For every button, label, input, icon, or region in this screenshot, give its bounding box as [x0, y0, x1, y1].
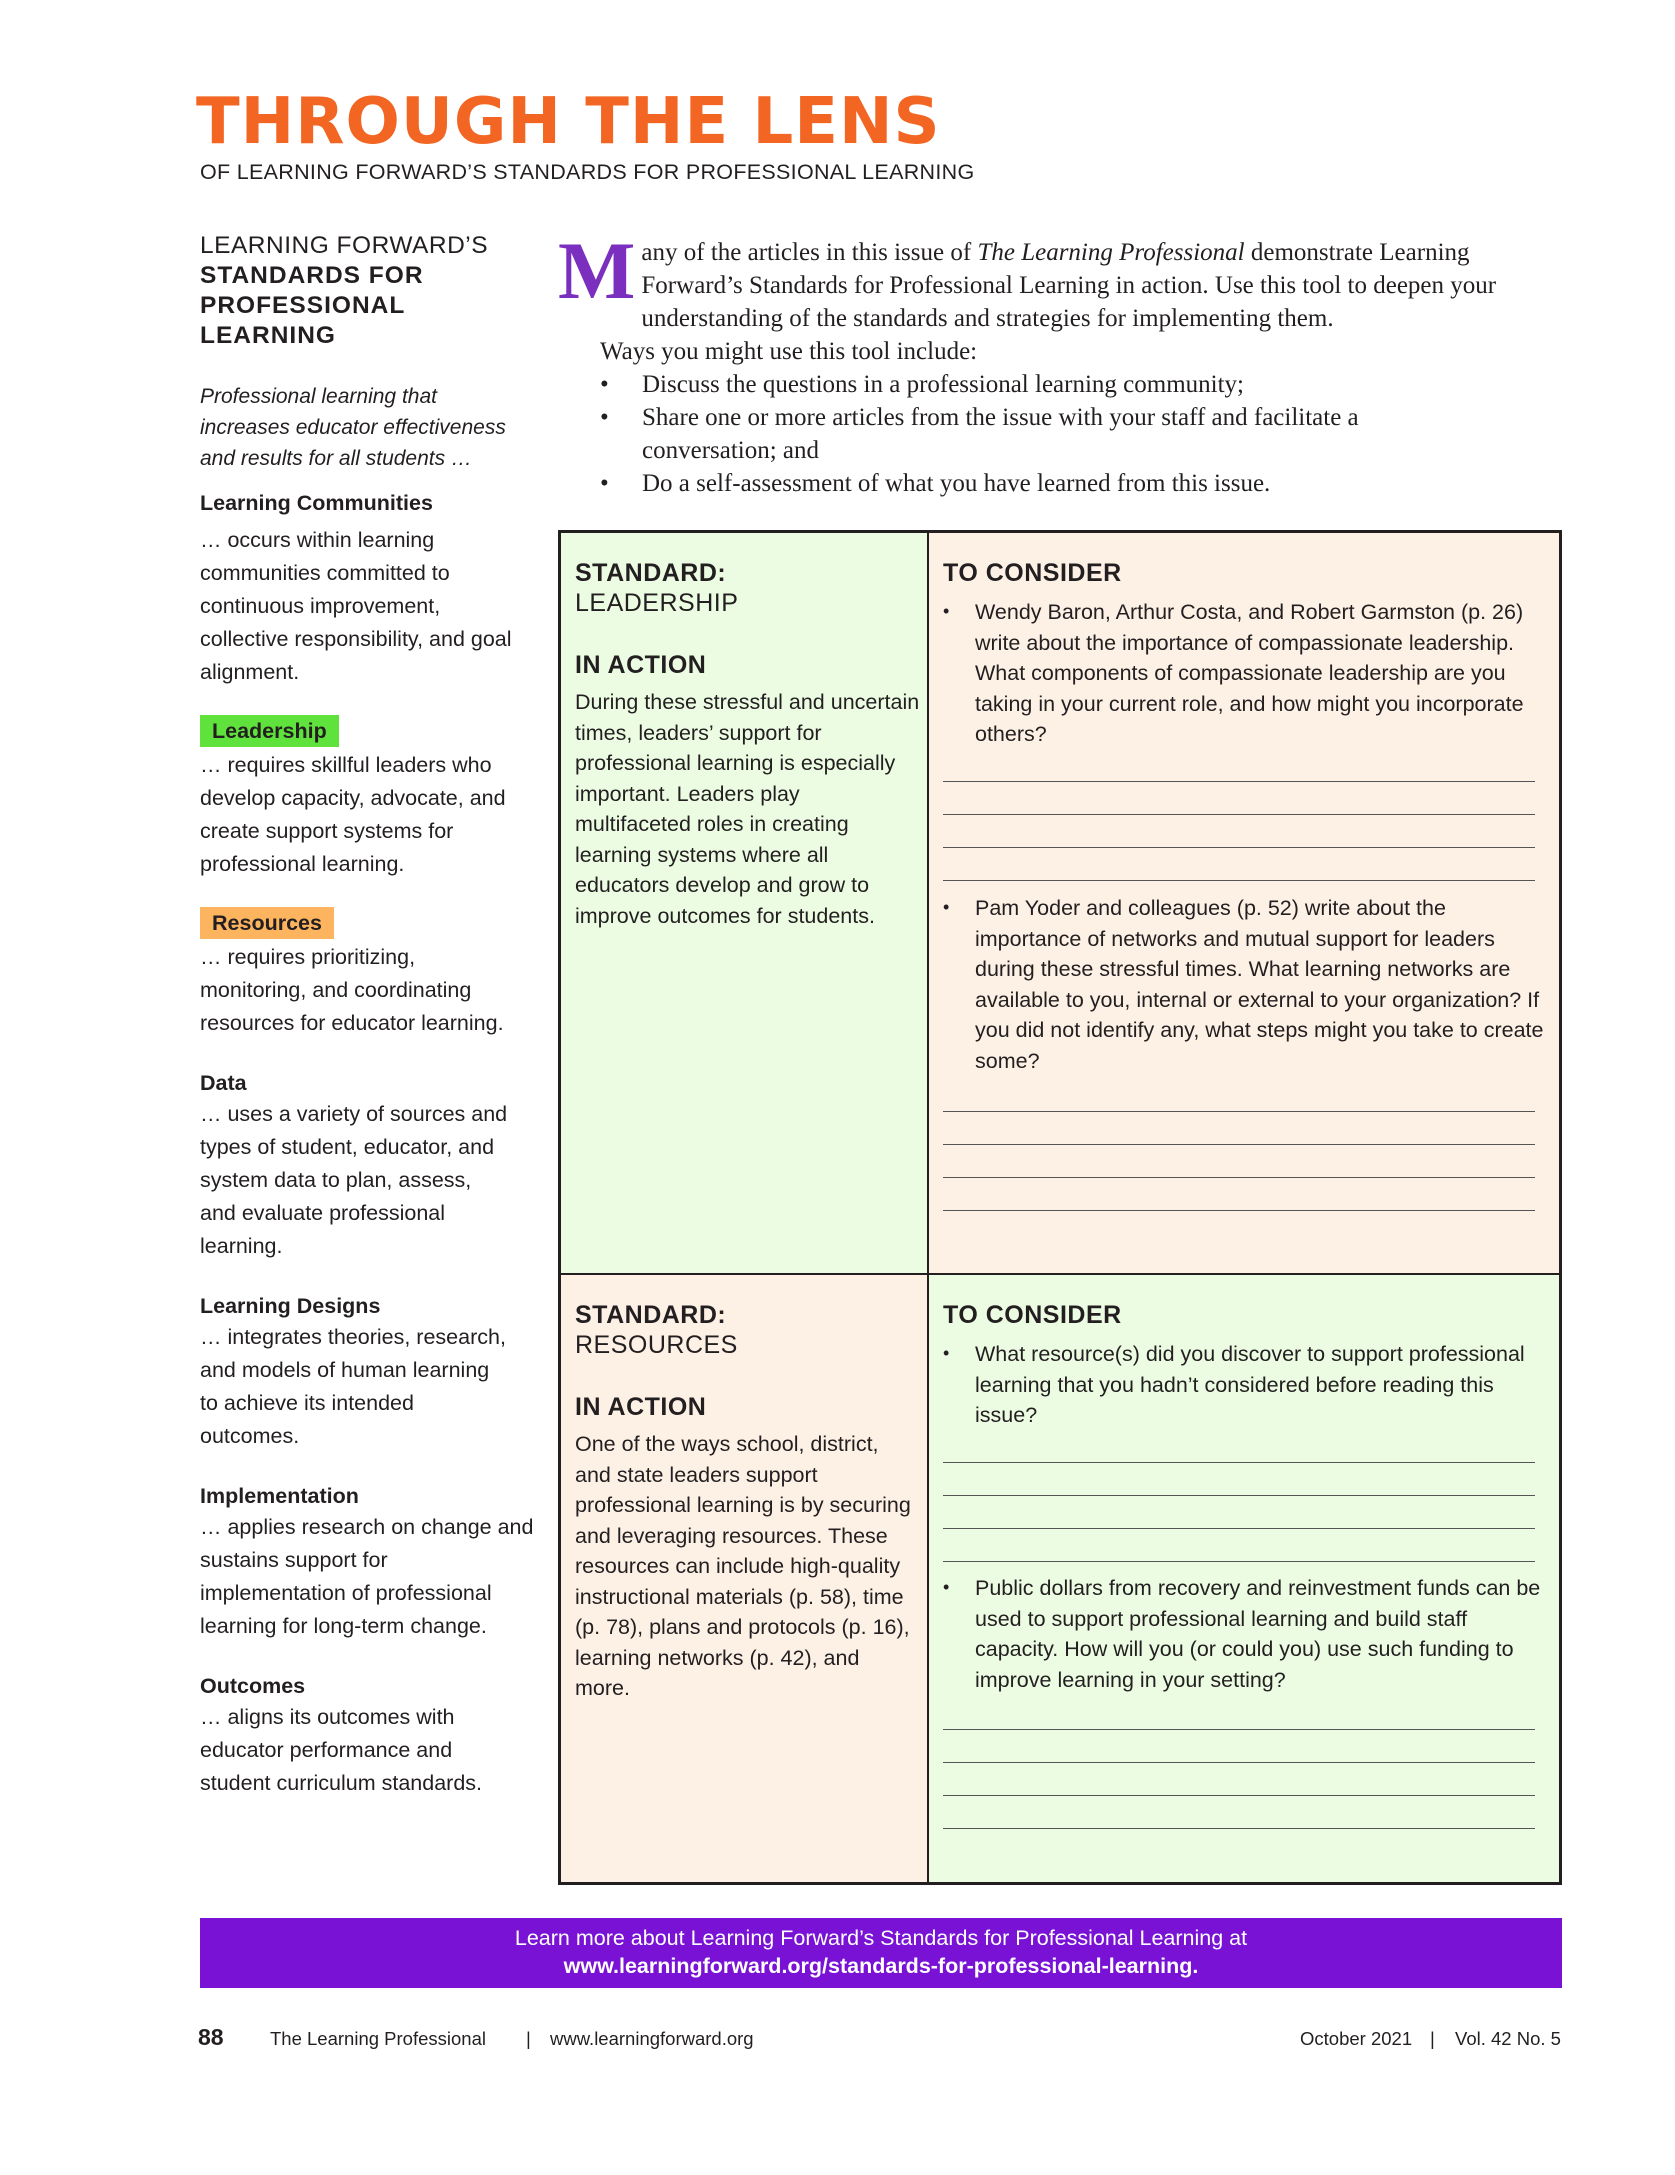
to-consider-label: TO CONSIDER: [943, 1301, 1122, 1329]
banner-text: Learn more about Learning Forward’s Standards for Professional Learning at: [514, 1926, 1248, 1950]
standard-description: … occurs within learning communities committed to continuous improvement, collective responsibility, and goal alignment.: [200, 528, 512, 684]
standards-sidebar: [200, 230, 534, 1800]
footer-publication: The Learning Professional: [270, 2028, 486, 2049]
standard-label: STANDARD:: [575, 1301, 727, 1329]
standard-description: … requires skillful leaders who develop capacity, advocate, and create support systems for professional learning.: [200, 753, 506, 876]
answer-lines[interactable]: [943, 1430, 1535, 1562]
bullet-icon: •: [943, 601, 950, 621]
learn-more-banner: [200, 1918, 1562, 1988]
sidebar-heading-line: LEARNING FORWARD’S: [200, 232, 489, 259]
page-subtitle: OF LEARNING FORWARD’S STANDARDS FOR PROFESSIONAL LEARNING: [200, 160, 975, 184]
sidebar-tagline: Professional learning that increases educator effectiveness and results for all students …: [200, 385, 506, 470]
ways-heading: Ways you might use this tool include:: [600, 338, 978, 365]
in-action-text: During these stressful and uncertain times, leaders’ support for professional learning is especially important. Leaders play multifaceted roles in creating learning systems where all educators develop and grow to improve outcomes for students.: [575, 690, 920, 928]
standard-label: STANDARD:: [575, 559, 727, 587]
in-action-label: IN ACTION: [575, 1393, 707, 1421]
standard-value: RESOURCES: [575, 1331, 738, 1359]
standard-name: Learning Communities: [200, 491, 433, 515]
answer-lines[interactable]: [943, 1079, 1535, 1211]
answer-lines[interactable]: [943, 749, 1535, 881]
resources-consider-cell: [929, 1275, 1559, 1882]
sidebar-heading-bold: STANDARDS FOR: [200, 262, 424, 289]
bullet-icon: •: [943, 1343, 950, 1363]
leadership-standard-cell: [561, 533, 929, 1275]
consider-question: Public dollars from recovery and reinvestment funds can be used to support professional learning and build staff capacity. How will you (or could you) use such funding to improve learning in your setting?: [975, 1576, 1541, 1692]
in-action-text: One of the ways school, district, and state leaders support professional learning is by securing and leveraging resources. These resources can include high-quality instructional materials (p. 58), time (p. 78), plans and protocols (p. 16), learning networks (p. 42), and more.: [575, 1432, 911, 1700]
standard-leadership: [200, 711, 530, 881]
publication-title: The Learning Professional: [977, 239, 1245, 266]
bullet-icon: •: [943, 897, 950, 917]
footer-date: October 2021: [1300, 2028, 1413, 2049]
standard-name-highlighted: Leadership: [200, 715, 339, 747]
footer-volume: Vol. 42 No. 5: [1455, 2028, 1561, 2049]
intro-text: any of the articles in this issue of: [641, 239, 978, 266]
bullet-icon: •: [943, 1577, 950, 1597]
to-consider-label: TO CONSIDER: [943, 559, 1122, 587]
consider-question: Pam Yoder and colleagues (p. 52) write about the importance of networks and mutual support for leaders during these stressful times. What learning networks are available to you, internal or external to your organization? If you did not identify any, what steps might you take to create some?: [975, 896, 1544, 1073]
resources-standard-cell: [561, 1275, 929, 1882]
footer-separator: |: [1430, 2028, 1435, 2049]
standard-resources: [200, 903, 530, 1040]
answer-lines[interactable]: [943, 1697, 1535, 1829]
standard-description: … integrates theories, research, and models of human learning to achieve its intended outcomes.: [200, 1325, 506, 1448]
standard-name: Implementation: [200, 1484, 359, 1508]
page-number: 88: [198, 2024, 224, 2050]
standard-value: LEADERSHIP: [575, 589, 739, 617]
sidebar-heading-bold: LEARNING: [200, 322, 336, 349]
ways-list-item: • Do a self-assessment of what you have learned from this issue.: [558, 467, 1563, 500]
consider-question: Wendy Baron, Arthur Costa, and Robert Garmston (p. 26) write about the importance of compassionate leadership. What components of compassionate leadership are you taking in your current role, and how might you incorporate others?: [975, 600, 1524, 746]
standard-name: Learning Designs: [200, 1294, 381, 1318]
leadership-consider-cell: [929, 533, 1559, 1275]
ways-list-item: • Discuss the questions in a professional learning community;: [558, 368, 1563, 401]
page-title: THROUGH THE LENS: [196, 85, 941, 159]
intro-section: [558, 225, 1563, 500]
standard-data: [200, 1068, 530, 1263]
consider-question: What resource(s) did you discover to support professional learning that you hadn’t considered before reading this issue?: [975, 1342, 1525, 1427]
standard-name: Outcomes: [200, 1674, 306, 1698]
standard-outcomes: [200, 1671, 530, 1800]
footer-website[interactable]: www.learningforward.org: [550, 2028, 754, 2049]
ways-list-item: • Share one or more articles from the issue with your staff and facilitate a conversation; and: [558, 401, 1388, 467]
sidebar-heading-bold: PROFESSIONAL: [200, 292, 406, 319]
in-action-label: IN ACTION: [575, 651, 707, 679]
intro-text: demonstrate Learning Forward’s Standards for Professional Learning in action. Use this tool to deepen your understanding of the standards and strategies for implementing them.: [641, 239, 1497, 332]
standard-name: Data: [200, 1071, 247, 1095]
standard-learning-designs: [200, 1291, 530, 1453]
standard-description: … applies research on change and sustains support for implementation of professional learning for long-term change.: [200, 1515, 534, 1638]
banner-link[interactable]: www.learningforward.org/standards-for-professional-learning.: [563, 1954, 1199, 1978]
drop-cap: M: [558, 225, 636, 316]
standard-implementation: [200, 1481, 534, 1643]
standard-description: … uses a variety of sources and types of student, educator, and system data to plan, assess, and evaluate professional learning.: [200, 1102, 508, 1258]
standard-description: … requires prioritizing, monitoring, and coordinating resources for educator learning.: [200, 945, 504, 1035]
standard-description: … aligns its outcomes with educator performance and student curriculum standards.: [200, 1705, 483, 1795]
standard-learning-communities: [200, 488, 530, 689]
standard-name-highlighted: Resources: [200, 907, 334, 939]
footer-separator: |: [526, 2028, 531, 2049]
standards-grid: [558, 530, 1562, 1885]
